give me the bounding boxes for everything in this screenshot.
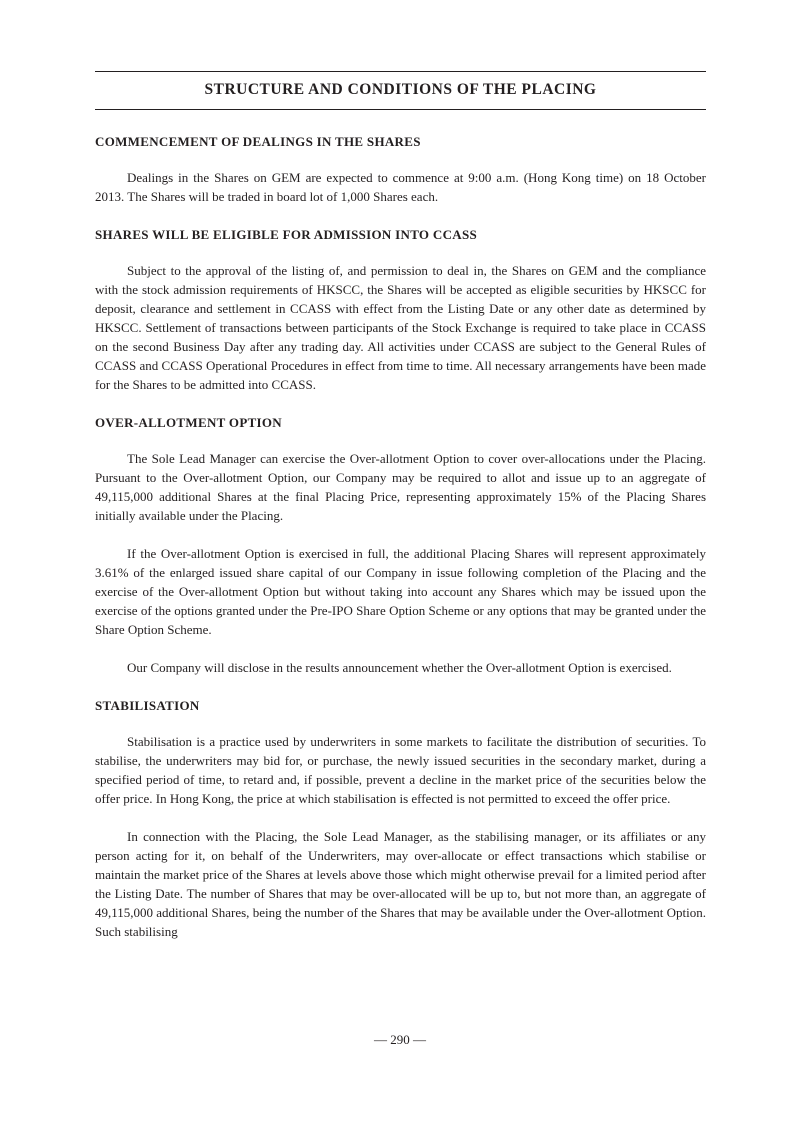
page-title: STRUCTURE AND CONDITIONS OF THE PLACING — [204, 81, 597, 98]
paragraph-commencement: Dealings in the Shares on GEM are expected to commence at 9:00 a.m. (Hong Kong time) on 18 October 2013. The Shares will be traded in board lot of 1,000 Shares each. — [95, 170, 706, 204]
page-number: — 290 — — [374, 1032, 426, 1047]
paragraph-over-allotment-2: If the Over-allotment Option is exercised in full, the additional Placing Shares will represent approximately 3.61% of the enlarged issued share capital of our Company in issue following completion of the Placing and the exercise of the Over-allotment Option but without taking into account any Shares which may be issued upon the exercise of the options granted under the Pre-IPO Share Option Scheme or any options that may be granted under the Share Option Scheme. — [95, 546, 706, 637]
paragraph-ccass: Subject to the approval of the listing of, and permission to deal in, the Shares on GEM and the compliance with the stock admission requirements of HKSCC, the Shares will be accepted as eligible securities by HKSCC for deposit, clearance and settlement in CCASS with effect from the Listing Date or any other date as determined by HKSCC. Settlement of transactions between participants of the Stock Exchange is required to take place in CCASS on the second Business Day after any trading day. All activities under CCASS are subject to the General Rules of CCASS and CCASS Operational Procedures in effect from time to time. All necessary arrangements have been made for the Shares to be admitted into CCASS. — [95, 263, 706, 392]
section-heading-over-allotment: OVER-ALLOTMENT OPTION — [95, 415, 282, 430]
paragraph-stabilisation-2: In connection with the Placing, the Sole Lead Manager, as the stabilising manager, or its affiliates or any person acting for it, on behalf of the Underwriters, may over-allocate or effect transactions which stabilise or maintain the market price of the Shares at levels above those which might otherwise prevail for a limited period after the Listing Date. The number of Shares that may be over-allocated will be up to, but not more than, an aggregate of 49,115,000 additional Shares, being the number of the Shares that may be available under the Over-allotment Option. Such stabilising — [95, 829, 706, 939]
section-heading-ccass: SHARES WILL BE ELIGIBLE FOR ADMISSION INTO CCASS — [95, 227, 478, 242]
paragraph-over-allotment-3: Our Company will disclose in the results announcement whether the Over-allotment Option is exercised. — [127, 660, 672, 675]
paragraph-over-allotment-1: The Sole Lead Manager can exercise the Over-allotment Option to cover over-allocations under the Placing. Pursuant to the Over-allotment Option, our Company may be required to allot and issue up to an aggregate of 49,115,000 additional Shares at the final Placing Price, representing approximately 15% of the Placing Shares initially available under the Placing. — [95, 451, 706, 523]
section-heading-commencement: COMMENCEMENT OF DEALINGS IN THE SHARES — [95, 134, 421, 149]
header-bottom-rule — [95, 109, 706, 110]
paragraph-stabilisation-1: Stabilisation is a practice used by underwriters in some markets to facilitate the distribution of securities. To stabilise, the underwriters may bid for, or purchase, the newly issued securities in the secondary market, during a specified period of time, to retard and, if possible, prevent a decline in the market price of the securities below the offer price. In Hong Kong, the price at which stabilisation is effected is not permitted to exceed the offer price. — [95, 734, 706, 806]
header-top-rule — [95, 71, 706, 72]
section-heading-stabilisation: STABILISATION — [95, 698, 200, 713]
document-page — [95, 0, 706, 941]
